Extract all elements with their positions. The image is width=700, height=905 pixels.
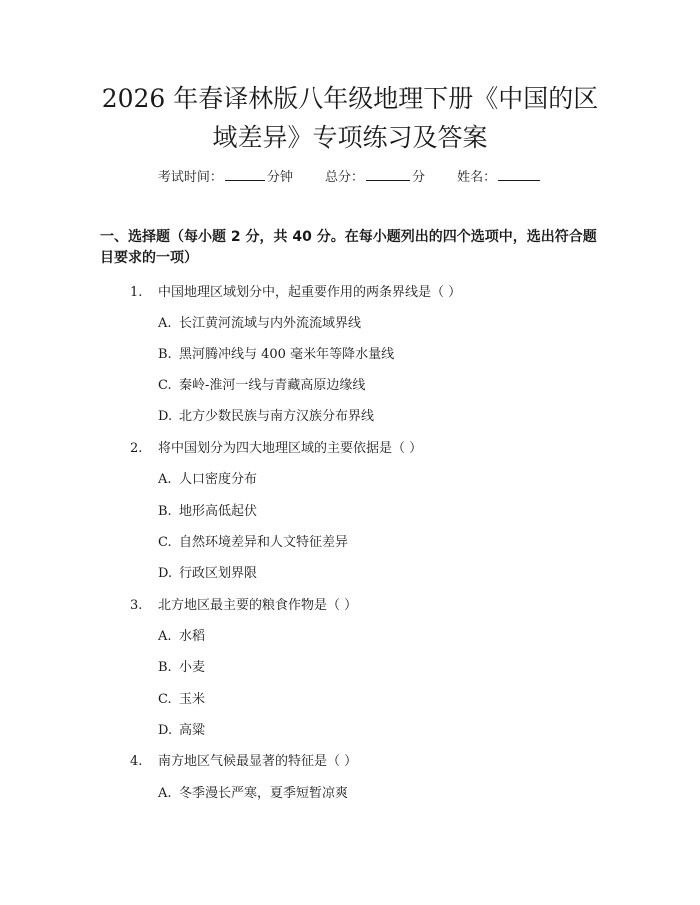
question-2 xyxy=(130,439,422,459)
question-2-option-c xyxy=(158,533,348,553)
option-text: 高粱 xyxy=(179,723,206,738)
option-letter: C. xyxy=(158,535,172,550)
question-2-option-a xyxy=(158,470,257,490)
question-3-option-b xyxy=(158,658,205,678)
question-1 xyxy=(130,283,461,303)
question-number: 1. xyxy=(130,285,143,300)
option-letter: D. xyxy=(158,409,173,424)
student-name-field xyxy=(457,166,542,189)
option-text: 水稻 xyxy=(179,629,206,644)
option-letter: A. xyxy=(158,316,172,331)
option-text: 北方少数民族与南方汉族分布界线 xyxy=(179,409,375,424)
option-text: 冬季漫长严寒，夏季短暂凉爽 xyxy=(179,786,349,801)
question-1-option-a xyxy=(158,314,361,334)
option-letter: A. xyxy=(158,629,172,644)
option-text: 小麦 xyxy=(179,660,206,675)
question-number: 2. xyxy=(130,441,143,456)
option-letter: A. xyxy=(158,472,172,487)
option-letter: D. xyxy=(158,566,173,581)
document-title-line-1: 2026 年春译林版八年级地理下册《中国的区 xyxy=(101,84,599,113)
option-text: 行政区划界限 xyxy=(179,566,258,581)
option-letter: C. xyxy=(158,378,172,393)
option-letter: D. xyxy=(158,723,173,738)
question-text: 南方地区气候最显著的特征是（ ） xyxy=(158,754,358,769)
exam-time-field xyxy=(158,166,293,189)
option-text: 自然环境差异和人文特征差异 xyxy=(179,535,349,550)
student-name-blank xyxy=(498,166,540,181)
section-heading: 一、选择题（每小题 2 分，共 40 分。在每小题列出的四个选项中，选出符合题目要求的一项） xyxy=(100,229,597,266)
question-text: 中国地理区域划分中，起重要作用的两条界线是（ ） xyxy=(158,285,462,300)
option-text: 长江黄河流域与内外流流域界线 xyxy=(179,316,362,331)
document-title-line-2: 域差异》专项练习及答案 xyxy=(212,123,488,152)
question-3-option-c xyxy=(158,690,205,710)
question-2-option-d xyxy=(158,564,257,584)
option-letter: B. xyxy=(158,660,172,675)
option-letter: B. xyxy=(158,504,172,519)
question-number: 3. xyxy=(130,598,143,613)
exam-time-unit: 分钟 xyxy=(266,170,293,185)
exam-time-label: 考试时间： xyxy=(157,170,223,185)
exam-time-blank xyxy=(225,166,265,181)
exam-info-line xyxy=(0,166,700,189)
question-text: 北方地区最主要的粮食作物是（ ） xyxy=(158,598,358,613)
question-number: 4. xyxy=(130,754,143,769)
question-1-option-d xyxy=(158,407,374,427)
option-letter: A. xyxy=(158,786,172,801)
total-score-field xyxy=(325,166,425,189)
option-letter: C. xyxy=(158,692,172,707)
student-name-label: 姓名： xyxy=(457,170,497,185)
question-3-option-d xyxy=(158,721,205,741)
question-1-option-c xyxy=(158,376,365,396)
option-text: 地形高低起伏 xyxy=(179,504,258,519)
option-text: 人口密度分布 xyxy=(179,472,258,487)
question-4-option-a xyxy=(158,784,348,804)
question-1-option-b xyxy=(158,345,394,365)
option-letter: B. xyxy=(158,347,172,362)
question-3 xyxy=(130,596,357,616)
total-score-unit: 分 xyxy=(412,170,426,185)
question-text: 将中国划分为四大地理区域的主要依据是（ ） xyxy=(158,441,423,456)
total-score-blank xyxy=(366,166,410,181)
question-4 xyxy=(130,752,357,772)
question-3-option-a xyxy=(158,627,205,647)
option-text: 玉米 xyxy=(179,692,206,707)
question-2-option-b xyxy=(158,502,257,522)
option-text: 黑河腾冲线与 400 毫米年等降水量线 xyxy=(179,347,395,362)
total-score-label: 总分： xyxy=(324,170,364,185)
option-text: 秦岭-淮河一线与青藏高原边缘线 xyxy=(179,378,366,393)
